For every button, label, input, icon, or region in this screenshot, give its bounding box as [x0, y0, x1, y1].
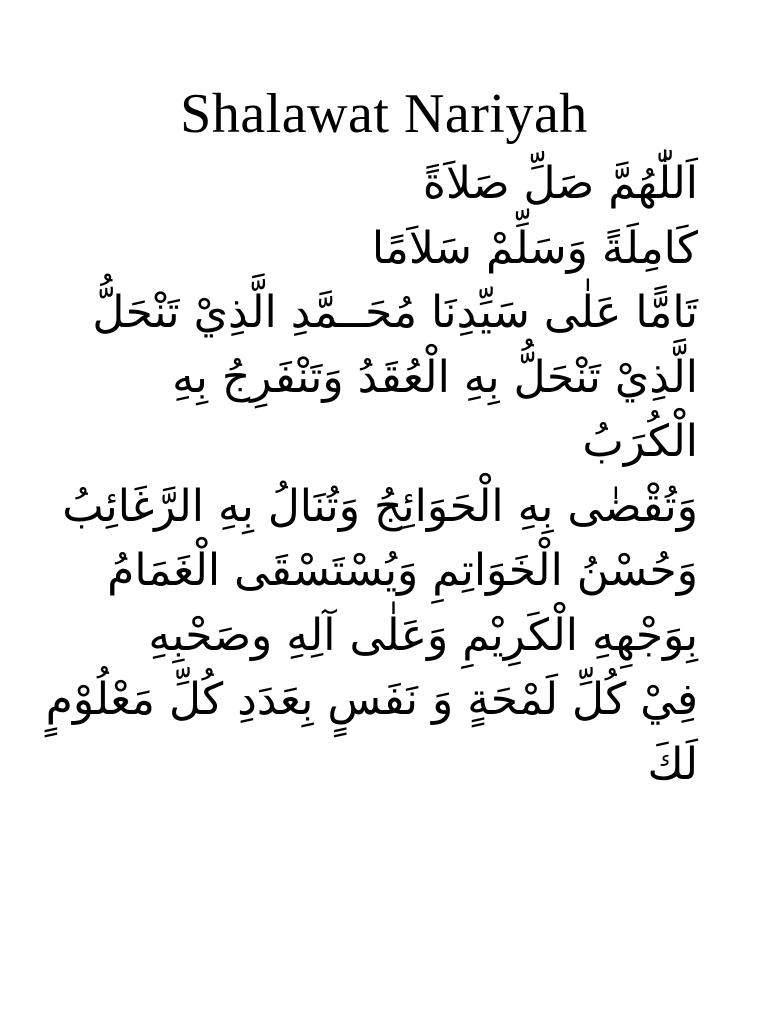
arabic-line-6: وَتُقْضٰى بِهِ الْحَوَائِجُ وَتُنَالُ بِهِ الرَّغَائِبُ [62, 480, 698, 532]
arabic-line-4: الَّذِيْ تَنْحَلُّ بِهِ الْعُقَدُ وَتَنْفَرِجُ بِهِ [172, 351, 698, 403]
arabic-line-3: تَامًّا عَلٰى سَيِّدِنَا مُحَــمَّدِ الَّذِيْ تَنْحَلُّ [92, 287, 698, 338]
arabic-line-5: الْكُرَبُ [582, 416, 698, 467]
arabic-line-9: فِيْ كُلِّ لَمْحَةٍ وَ نَفَسٍ بِعَدَدِ كُلِّ مَعْلُوْمٍ [45, 674, 698, 725]
arabic-text-block [45, 152, 698, 797]
arabic-line-1: اَللّٰهُمَّ صَلِّ صَلاَةً [422, 158, 698, 209]
page-title: Shalawat Nariyah [180, 83, 588, 145]
arabic-line-8: بِوَجْهِهِ الْكَرِيْمِ وَعَلٰى آلِهِ وصَحْبِهِ [148, 609, 698, 661]
arabic-line-10: لَكَ [647, 738, 698, 790]
arabic-line-7: وَحُسْنُ الْخَوَاتِمِ وَيُسْتَسْقَى الْغَمَامُ [107, 545, 698, 596]
arabic-line-2: كَامِلَةً وَسَلِّمْ سَلاَمًا [371, 222, 698, 274]
